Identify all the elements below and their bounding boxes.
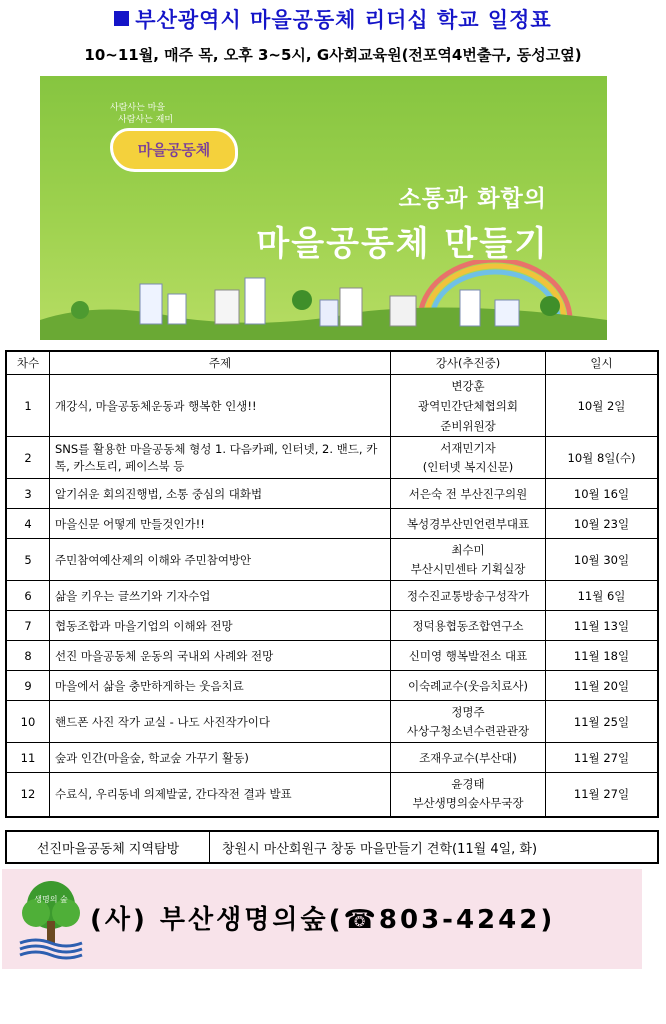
speaker-line: 변강훈 xyxy=(451,378,485,393)
table-row xyxy=(6,701,658,743)
row-no: 5 xyxy=(6,539,50,581)
row-speaker: 이숙례교수(웃음치료사) xyxy=(391,671,546,701)
row-no: 9 xyxy=(6,671,50,701)
row-speaker: 정수진교통방송구성작가 xyxy=(391,581,546,611)
row-topic: 숲과 인간(마을숲, 학교숲 가꾸기 활동) xyxy=(50,743,391,773)
row-speaker: 신미영 행복발전소 대표 xyxy=(391,641,546,671)
row-topic: 수료식, 우리동네 의제발굴, 간다작전 결과 발표 xyxy=(50,773,391,817)
row-speaker xyxy=(391,773,546,817)
header-speaker: 강사(추진중) xyxy=(391,351,546,375)
speaker-line: (인터넷 복지신문) xyxy=(422,459,514,474)
table-row xyxy=(6,479,658,509)
banner-image xyxy=(40,76,607,340)
row-no: 11 xyxy=(6,743,50,773)
row-speaker: 정덕용협동조합연구소 xyxy=(391,611,546,641)
table-row xyxy=(6,509,658,539)
row-date: 11월 6일 xyxy=(546,581,659,611)
banner-tagline xyxy=(110,102,173,126)
field-trip-box xyxy=(5,830,659,864)
footer-banner xyxy=(2,869,642,969)
speaker-line: 최수미 xyxy=(451,542,485,557)
row-no: 2 xyxy=(6,437,50,479)
row-topic: 마을신문 어떻게 만들것인가!! xyxy=(50,509,391,539)
row-topic: 핸드폰 사진 작가 교실 - 나도 사진작가이다 xyxy=(50,701,391,743)
page-subtitle: 10~11월, 매주 목, 오후 3~5시, G사회교육원(전포역4번출구, 동성고옆) xyxy=(84,46,582,64)
header-date: 일시 xyxy=(546,351,659,375)
page-title-text: 부산광역시 마을공동체 리더십 학교 일정표 xyxy=(135,8,552,32)
row-date: 11월 20일 xyxy=(546,671,659,701)
field-trip-detail: 창원시 마산회원구 창동 마을만들기 견학(11월 4일, 화) xyxy=(222,841,538,857)
schedule-table xyxy=(5,350,659,818)
row-date: 10월 16일 xyxy=(546,479,659,509)
row-no: 1 xyxy=(6,375,50,437)
row-speaker: 서은숙 전 부산진구의원 xyxy=(391,479,546,509)
row-topic: 선진 마을공동체 운동의 국내외 사례와 전망 xyxy=(50,641,391,671)
table-row xyxy=(6,611,658,641)
page-title xyxy=(0,4,666,34)
table-row xyxy=(6,437,658,479)
banner-logo: 마을공동체 xyxy=(110,128,238,172)
banner-slogan-small: 소통과 화합의 xyxy=(398,186,547,212)
table-row xyxy=(6,581,658,611)
row-date: 11월 25일 xyxy=(546,701,659,743)
organization-name: (사) 부산생명의숲(☎803-4242) xyxy=(90,905,556,935)
row-speaker xyxy=(391,375,546,437)
row-date: 11월 27일 xyxy=(546,773,659,817)
table-row xyxy=(6,671,658,701)
speaker-line: 광역민간단체협의회 xyxy=(418,398,518,413)
row-topic: SNS를 활용한 마을공동체 형성 1. 다음카페, 인터넷, 2. 밴드, 카톡, 카스토리, 페이스북 등 xyxy=(50,437,391,479)
row-date: 10월 30일 xyxy=(546,539,659,581)
speaker-line: 정명주 xyxy=(451,704,485,719)
row-topic: 마을에서 삶을 충만하게하는 웃음치료 xyxy=(50,671,391,701)
row-speaker xyxy=(391,437,546,479)
banner-tagline-1: 사람사는 마을 xyxy=(110,103,166,113)
row-no: 6 xyxy=(6,581,50,611)
row-speaker xyxy=(391,701,546,743)
row-date: 11월 27일 xyxy=(546,743,659,773)
row-date: 10월 8일(수) xyxy=(546,437,659,479)
speaker-line: 서재민기자 xyxy=(440,440,496,455)
banner-slogan-large: 마을공동체 만들기 xyxy=(256,224,549,264)
table-row xyxy=(6,539,658,581)
tree-logo-icon xyxy=(16,877,86,961)
table-header-row xyxy=(6,351,658,375)
square-bullet-icon xyxy=(114,11,129,26)
speaker-line: 사상구청소년수련관관장 xyxy=(406,723,530,738)
row-speaker: 조재우교수(부산대) xyxy=(391,743,546,773)
row-no: 10 xyxy=(6,701,50,743)
row-date: 10월 23일 xyxy=(546,509,659,539)
row-topic: 주민참여예산제의 이해와 주민참여방안 xyxy=(50,539,391,581)
table-row xyxy=(6,773,658,817)
town-illustration-icon xyxy=(40,260,607,340)
speaker-line: 부산시민센타 기획실장 xyxy=(410,561,526,576)
header-no: 차수 xyxy=(6,351,50,375)
row-topic: 삶을 키우는 글쓰기와 기자수업 xyxy=(50,581,391,611)
tree-logo-text: 생명의 숲 xyxy=(34,895,68,904)
row-topic: 개강식, 마을공동체운동과 행복한 인생!! xyxy=(50,375,391,437)
table-row xyxy=(6,641,658,671)
row-no: 7 xyxy=(6,611,50,641)
field-trip-label: 선진마을공동체 지역탐방 xyxy=(7,832,210,862)
row-topic: 알기쉬운 회의진행법, 소통 중심의 대화법 xyxy=(50,479,391,509)
speaker-line: 준비위원장 xyxy=(440,418,496,433)
row-date: 11월 18일 xyxy=(546,641,659,671)
header-topic: 주제 xyxy=(50,351,391,375)
banner-tagline-2: 사람사는 재미 xyxy=(118,115,174,125)
speaker-line: 윤경태 xyxy=(451,777,485,792)
speaker-line: 부산생명의숲사무국장 xyxy=(412,796,524,811)
row-speaker xyxy=(391,539,546,581)
row-topic: 협동조합과 마을기업의 이해와 전망 xyxy=(50,611,391,641)
row-no: 3 xyxy=(6,479,50,509)
row-date: 10월 2일 xyxy=(546,375,659,437)
row-date: 11월 13일 xyxy=(546,611,659,641)
row-no: 8 xyxy=(6,641,50,671)
row-no: 12 xyxy=(6,773,50,817)
row-speaker: 복성경부산민언련부대표 xyxy=(391,509,546,539)
row-no: 4 xyxy=(6,509,50,539)
table-row xyxy=(6,375,658,437)
table-row xyxy=(6,743,658,773)
